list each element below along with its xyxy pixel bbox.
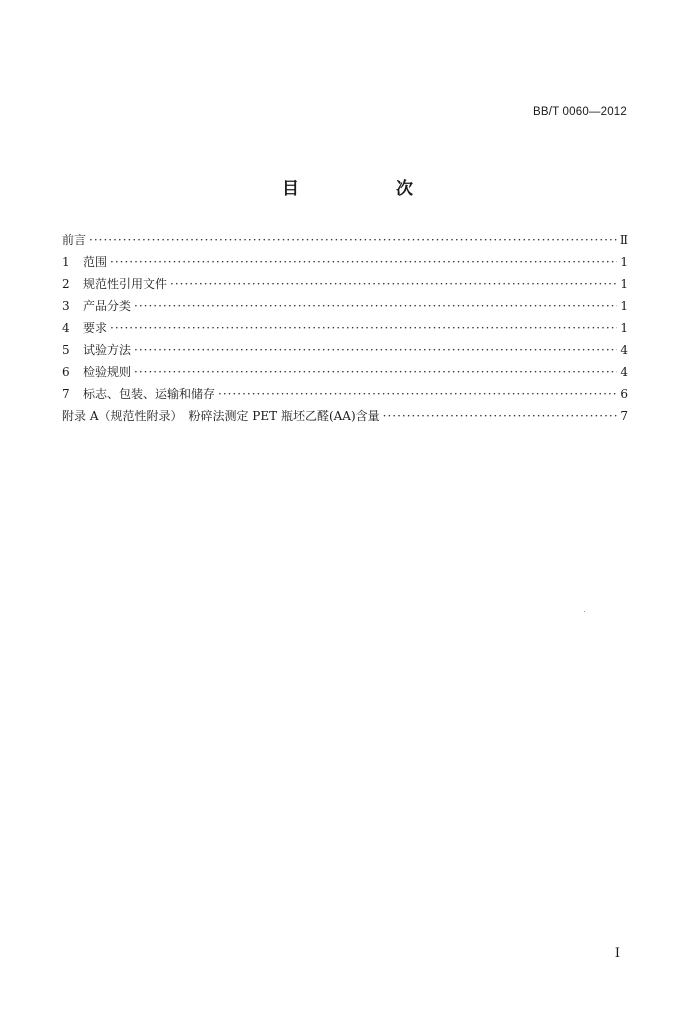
toc-entry-label: 产品分类 bbox=[83, 299, 132, 313]
toc-entry-number: 3 bbox=[62, 299, 70, 313]
toc-entry-number: 5 bbox=[62, 343, 70, 357]
toc-entry-number: 1 bbox=[62, 255, 70, 269]
toc-entry-page: Ⅱ bbox=[619, 233, 628, 247]
toc-entry-page: 1 bbox=[620, 277, 628, 291]
toc-leader-dots bbox=[110, 255, 617, 269]
toc-entry-normative-references[interactable] bbox=[62, 275, 628, 297]
toc-entry-label: 试验方法 bbox=[83, 343, 132, 357]
toc-title: 目 次 bbox=[282, 179, 453, 199]
toc-entry-label: 要求 bbox=[83, 321, 108, 335]
toc-entry-label: 范围 bbox=[83, 255, 108, 269]
toc-entry-number: 7 bbox=[62, 387, 70, 401]
toc-entry-page: 1 bbox=[620, 299, 628, 313]
standard-code: BB/T 0060—2012 bbox=[532, 106, 627, 118]
toc-leader-dots bbox=[134, 299, 617, 313]
toc-leader-dots bbox=[170, 277, 617, 291]
toc-entry-page: 4 bbox=[620, 343, 628, 357]
toc-entry-page: 7 bbox=[620, 409, 628, 423]
toc-entry-appendix-a[interactable] bbox=[62, 407, 628, 429]
toc-entry-label: 检验规则 bbox=[83, 365, 132, 379]
toc-leader-dots bbox=[110, 321, 617, 335]
page-number: Ⅰ bbox=[614, 946, 620, 961]
toc-leader-dots bbox=[383, 409, 617, 423]
table-of-contents bbox=[62, 231, 628, 429]
toc-entry-inspection-rules[interactable] bbox=[62, 363, 628, 385]
scan-speck bbox=[584, 611, 585, 612]
toc-leader-dots bbox=[134, 365, 617, 379]
toc-entry-number: 6 bbox=[62, 365, 70, 379]
toc-entry-label: 前言 bbox=[62, 233, 87, 247]
toc-entry-foreword[interactable] bbox=[62, 231, 628, 253]
toc-entry-scope[interactable] bbox=[62, 253, 628, 275]
toc-entry-product-classification[interactable] bbox=[62, 297, 628, 319]
toc-leader-dots bbox=[89, 233, 617, 247]
toc-entry-page: 6 bbox=[620, 387, 628, 401]
toc-entry-requirements[interactable] bbox=[62, 319, 628, 341]
toc-entry-page: 4 bbox=[620, 365, 628, 379]
toc-entry-marking-packaging[interactable] bbox=[62, 385, 628, 407]
toc-entry-test-methods[interactable] bbox=[62, 341, 628, 363]
toc-leader-dots bbox=[134, 343, 617, 357]
toc-entry-label: 规范性引用文件 bbox=[83, 277, 168, 291]
toc-entry-page: 1 bbox=[620, 321, 628, 335]
toc-entry-label: 附录 A（规范性附录） 粉碎法测定 PET 瓶坯乙醛(AA)含量 bbox=[62, 409, 380, 423]
toc-entry-number: 2 bbox=[62, 277, 70, 291]
toc-entry-number: 4 bbox=[62, 321, 70, 335]
toc-leader-dots bbox=[218, 387, 617, 401]
toc-entry-page: 1 bbox=[620, 255, 628, 269]
toc-entry-label: 标志、包装、运输和储存 bbox=[83, 387, 216, 401]
